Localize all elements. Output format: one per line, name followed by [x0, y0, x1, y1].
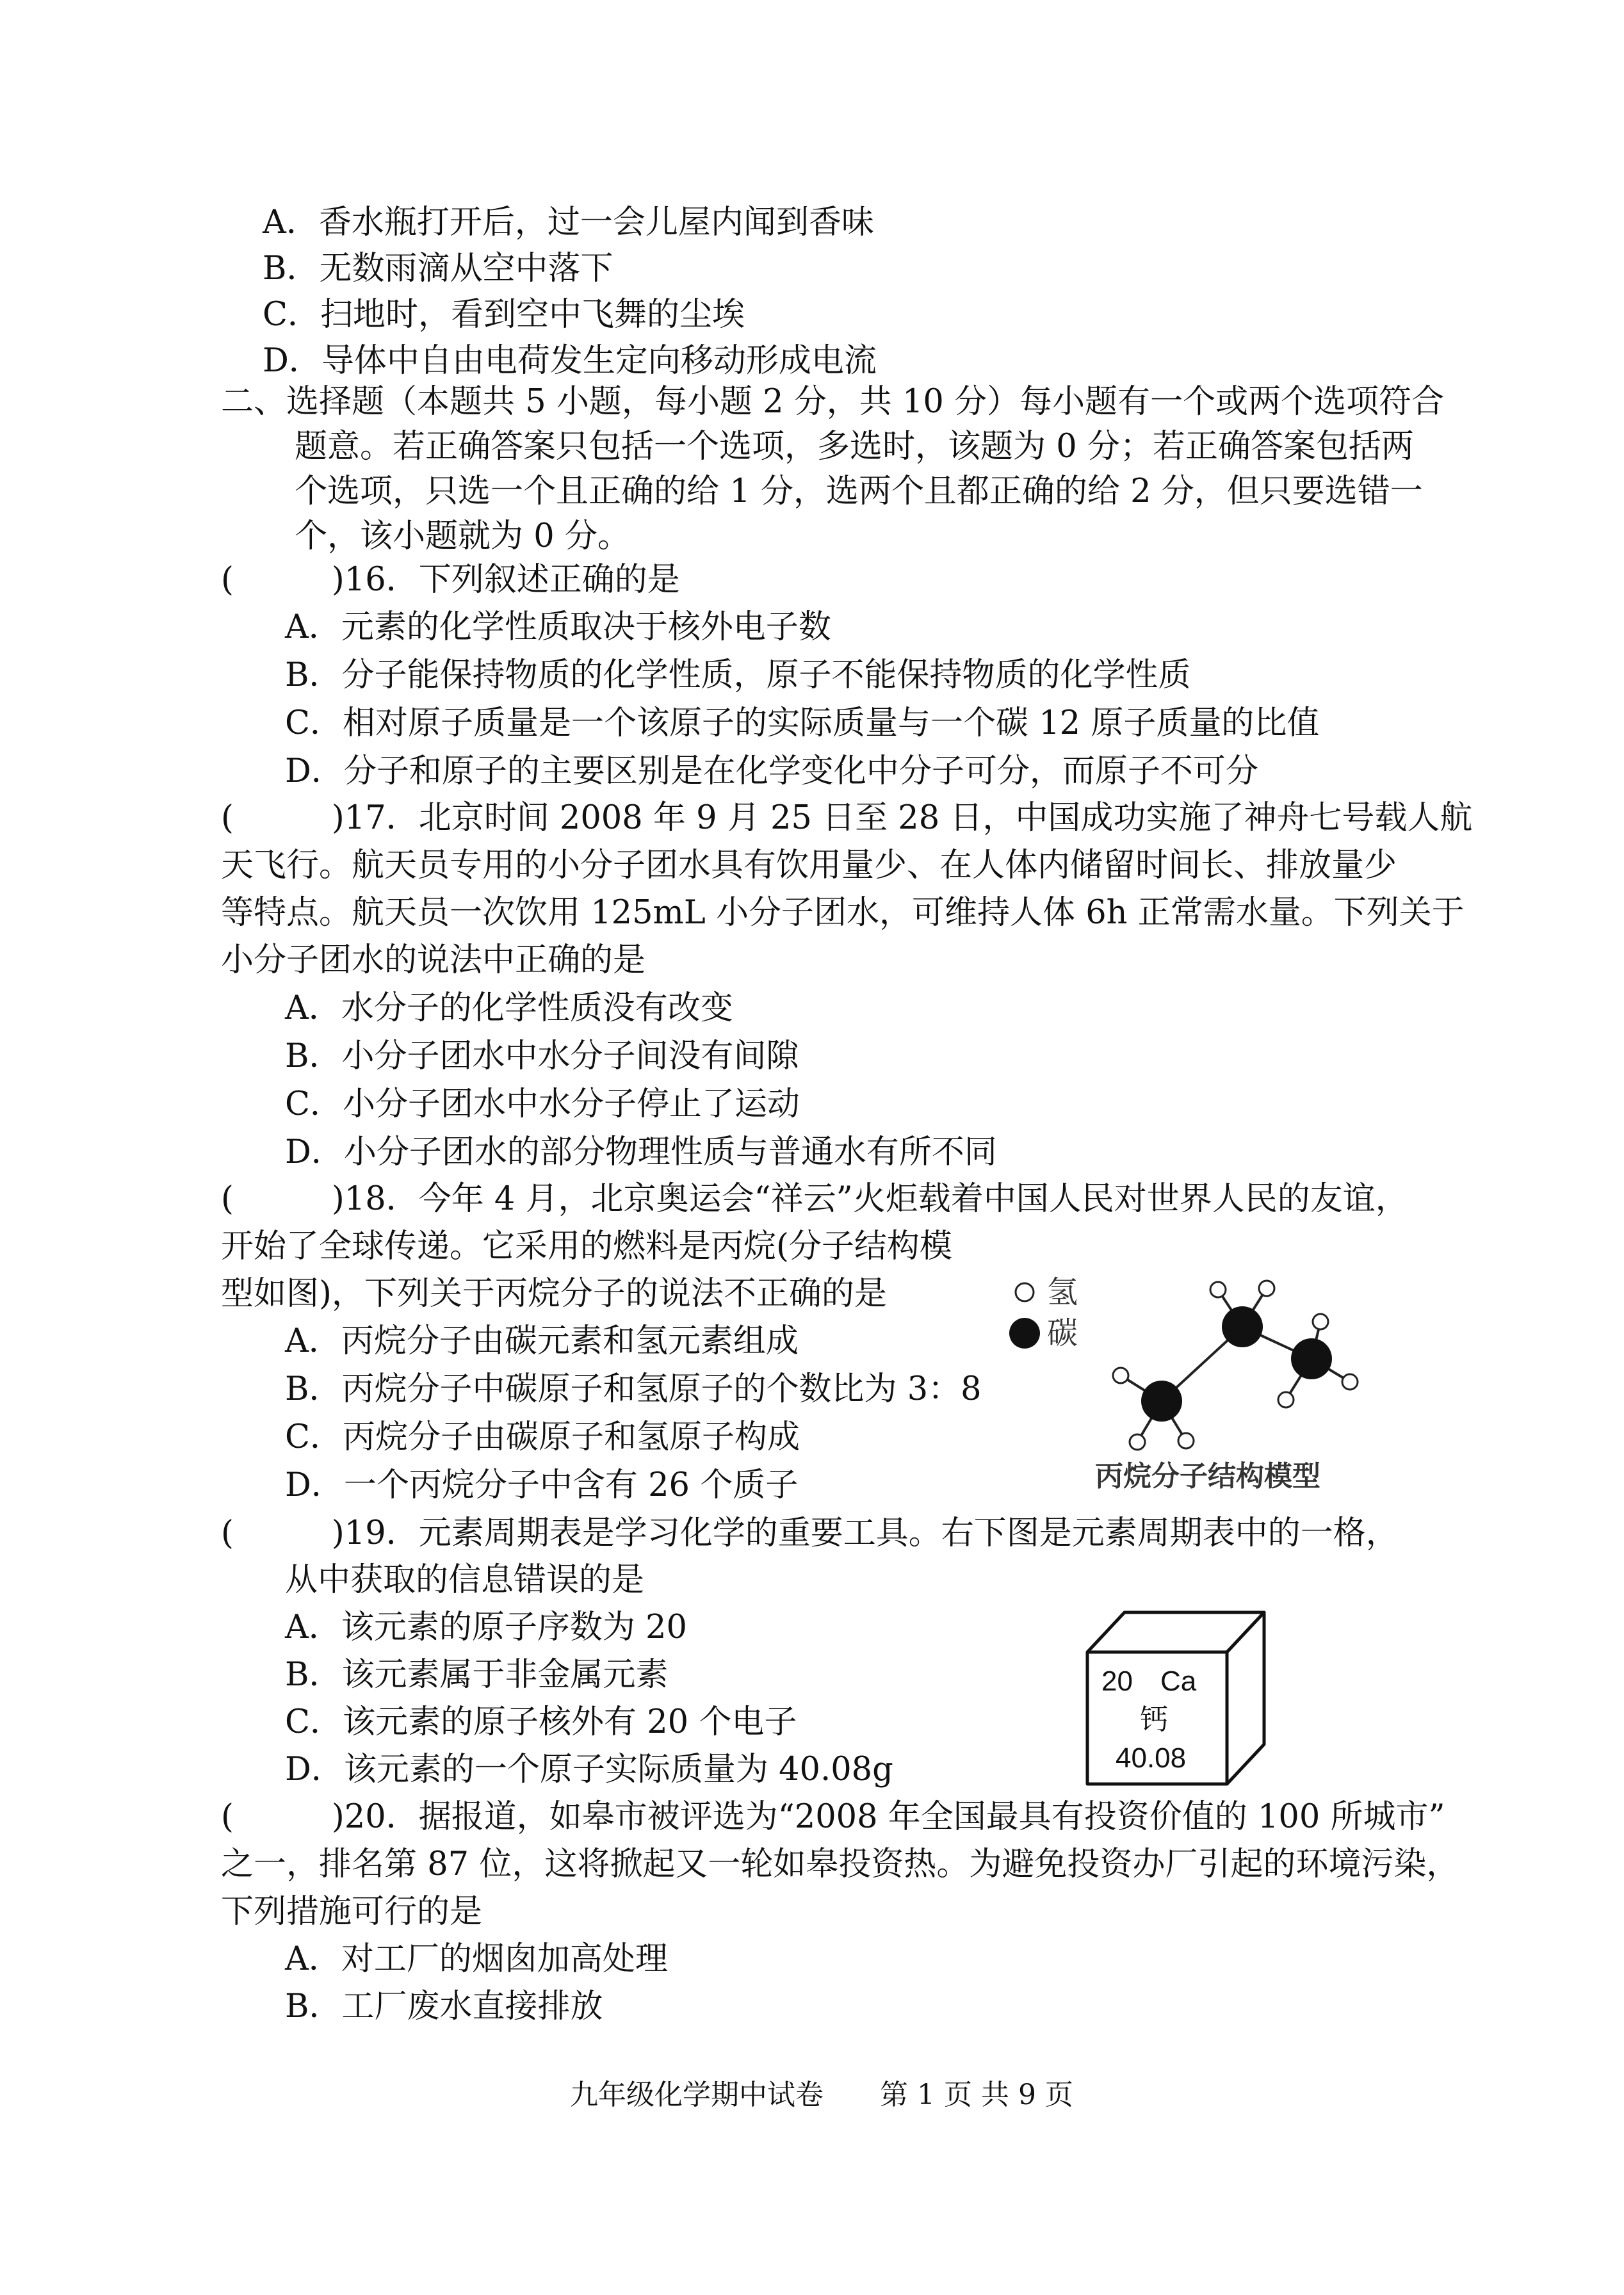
q15-option-d: D．导体中自由电荷发生定向移动形成电流 [263, 342, 877, 380]
hydrogen-legend-icon [1016, 1283, 1034, 1301]
q20-option-a: A．对工厂的烟囱加高处理 [285, 1940, 668, 1978]
q16-option-a: A．元素的化学性质取决于核外电子数 [285, 608, 831, 646]
q17-stem-line-3: 等特点。航天员一次饮用 125mL 小分子团水，可维持人体 6h 正常需水量。下列关于 [221, 894, 1465, 932]
section2-intro-line-2: 题意。若正确答案只包括一个选项，多选时，该题为 0 分；若正确答案包括两 [295, 428, 1414, 466]
q15-option-a: A．香水瓶打开后，过一会儿屋内闻到香味 [263, 204, 874, 241]
hydrogen-legend-label: 氢 [1047, 1274, 1078, 1310]
q19-stem-line-1: ( )19．元素周期表是学习化学的重要工具。右下图是元素周期表中的一格， [221, 1514, 1399, 1552]
element-symbol: Ca [1160, 1666, 1197, 1697]
q17-stem-line-4: 小分子团水的说法中正确的是 [221, 941, 646, 979]
carbon-legend-label: 碳 [1047, 1315, 1078, 1351]
q17-option-a: A．水分子的化学性质没有改变 [285, 989, 733, 1027]
q19-option-d: D．该元素的一个原子实际质量为 40.08g [285, 1751, 893, 1788]
page-footer: 九年级化学期中试卷 第 1 页 共 9 页 [570, 2079, 1073, 2111]
q18-option-c: C．丙烷分子由碳原子和氢原子构成 [285, 1418, 800, 1456]
q20-option-b: B．工厂废水直接排放 [285, 1988, 603, 2025]
q16-option-d: D．分子和原子的主要区别是在化学变化中分子可分，而原子不可分 [285, 752, 1258, 790]
element-name: 钙 [1140, 1703, 1168, 1736]
q18-option-d: D．一个丙烷分子中含有 26 个质子 [285, 1466, 799, 1504]
q16-option-b: B．分子能保持物质的化学性质，原子不能保持物质的化学性质 [285, 656, 1191, 694]
q17-stem-line-1: ( )17．北京时间 2008 年 9 月 25 日至 28 日，中国成功实施了神舟七号载人航 [221, 799, 1473, 837]
figure-caption: 丙烷分子结构模型 [1095, 1460, 1320, 1493]
section2-intro-line-4: 个，该小题就为 0 分。 [295, 517, 630, 555]
q17-option-c: C．小分子团水中水分子停止了运动 [285, 1085, 800, 1123]
q18-option-a: A．丙烷分子由碳元素和氢元素组成 [285, 1322, 799, 1360]
carbon-legend-icon [1009, 1318, 1040, 1349]
q18-option-b: B．丙烷分子中碳原子和氢原子的个数比为 3：8 [285, 1370, 982, 1408]
q19-option-a: A．该元素的原子序数为 20 [285, 1609, 687, 1646]
q19-stem-line-2: 从中获取的信息错误的是 [285, 1561, 645, 1599]
q16-option-c: C．相对原子质量是一个该原子的实际质量与一个碳 12 原子质量的比值 [285, 704, 1320, 742]
q19-option-b: B．该元素属于非金属元素 [285, 1656, 669, 1694]
atomic-number: 20 [1101, 1666, 1133, 1697]
q20-stem-line-3: 下列措施可行的是 [221, 1893, 483, 1931]
periodic-table-cell-figure [1076, 1601, 1281, 1793]
q17-stem-line-2: 天飞行。航天员专用的小分子团水具有饮用量少、在人体内储留时间长、排放量少 [221, 847, 1397, 884]
section2-intro-line-1: 二、选择题（本题共 5 小题，每小题 2 分，共 10 分）每小题有一个或两个选项符合 [221, 383, 1445, 421]
q20-stem-line-1: ( )20．据报道，如皋市被评选为“2008 年全国最具有投资价值的 100 所城市” [221, 1798, 1445, 1836]
q17-option-b: B．小分子团水中水分子间没有间隙 [285, 1037, 799, 1075]
q15-option-b: B．无数雨滴从空中落下 [263, 250, 613, 288]
q18-stem-line-1: ( )18．今年 4 月，北京奥运会“祥云”火炬载着中国人民对世界人民的友谊， [221, 1180, 1408, 1218]
q16-stem: ( )16．下列叙述正确的是 [221, 561, 680, 599]
section2-intro-line-3: 个选项，只选一个且正确的给 1 分，选两个且都正确的给 2 分，但只要选错一 [295, 473, 1423, 510]
q20-stem-line-2: 之一，排名第 87 位，这将掀起又一轮如皋投资热。为避免投资办厂引起的环境污染， [221, 1845, 1459, 1883]
q17-option-d: D．小分子团水的部分物理性质与普通水有所不同 [285, 1133, 997, 1171]
propane-molecule-figure [999, 1255, 1409, 1498]
atomic-mass: 40.08 [1116, 1742, 1187, 1774]
carbon-atoms [1141, 1306, 1332, 1422]
q19-option-c: C．该元素的原子核外有 20 个电子 [285, 1703, 797, 1741]
q18-stem-line-3: 型如图)，下列关于丙烷分子的说法不正确的是 [221, 1275, 887, 1313]
q15-option-c: C．扫地时，看到空中飞舞的尘埃 [263, 296, 745, 334]
q18-stem-line-2: 开始了全球传递。它采用的燃料是丙烷(分子结构模 [221, 1228, 952, 1265]
